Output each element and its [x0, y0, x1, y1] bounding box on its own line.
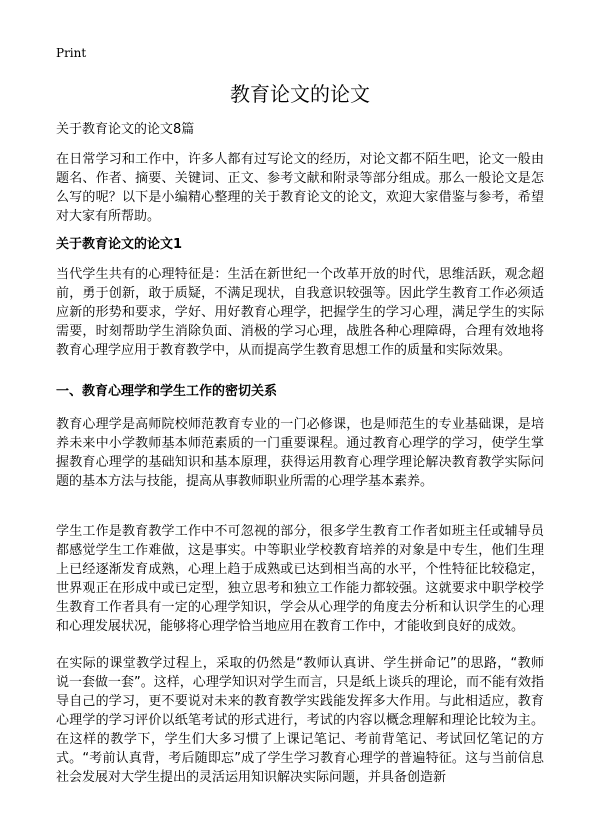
section-heading: 关于教育论文的论文1: [56, 237, 183, 252]
body-paragraph-2: 学生工作是教育教学工作中不可忽视的部分，很多学生教育工作者如班主任或辅导员都感觉学生工作难做，这是事实。中等职业学校教育培养的对象是中专生，他们生理上已经逐渐发育成熟，心理上趋于成熟或已达到相当高的水平，个性特征比较稳定，世界观正在形成中或已定型，独立思考和独立工作能力都较强。这就要求中职学校学生教育工作者具有一定的心理学知识，学会从心理学的角度去分析和认识学生的心理和心理发展状况，能够将心理学恰当地应用在教育工作中，才能收到良好的成效。: [56, 524, 544, 634]
body-paragraph-3: 在实际的课堂教学过程上，采取的仍然是“教师认真讲、学生拼命记”的思路，“教师说一套做一套”。这样，心理学知识对学生而言，只是纸上谈兵的理论，而不能有效指导自己的学习，更不要说对未来的教育教学实践能发挥多大作用。与此相适应，教育心理学的学习评价以纸笔考试的形式进行，考试的内容以概念理解和理论比较为主。在这样的教学下，学生们大多习惯了上课记笔记、考前背笔记、考试回忆笔记的方式。“考前认真背，考后随即忘”成了学生学习教育心理学的普遍特征。这与当前信息社会发展对大学生提出的灵活运用知识解决实际问题，并具备创造新: [56, 656, 544, 785]
intro-paragraph: 在日常学习和工作中，许多人都有过写论文的经历，对论文都不陌生吧，论文一般由题名、作者、摘要、关键词、正文、参考文献和附录等部分组成。那么一般论文是怎么写的呢？以下是小编精心整理的关于教育论文的论文，欢迎大家借鉴与参考，希望对大家有所帮助。: [56, 152, 544, 224]
print-link[interactable]: Print: [56, 46, 87, 60]
document-subtitle: 关于教育论文的论文8篇: [56, 122, 195, 137]
subsection-heading: 一、教育心理学和学生工作的密切关系: [56, 384, 278, 399]
page-title: 教育论文的论文: [230, 82, 370, 106]
section-paragraph: 当代学生共有的心理特征是：生活在新世纪一个改革开放的时代，思维活跃，观念超前，勇于创新，敢于质疑，不满足现状，自我意识较强等。因此学生教育工作必须适应新的形势和要求，学好、用好教育心理学，把握学生的学习心理，满足学生的实际需要，时刻帮助学生消除负面、消极的学习心理，战胜各种心理障碍，合理有效地将教育心理学应用于教育教学中，从而提高学生教育思想工作的质量和实际效果。: [56, 267, 544, 358]
body-paragraph-1: 教育心理学是高师院校师范教育专业的一门必修课，也是师范生的专业基础课，是培养未来中小学教师基本师范素质的一门重要课程。通过教育心理学的学习，使学生掌握教育心理学的基础知识和基本原理，获得运用教育心理学理论解决教育教学实际问题的基本方法与技能，提高从事教师职业所需的心理学基本素养。: [56, 417, 544, 489]
